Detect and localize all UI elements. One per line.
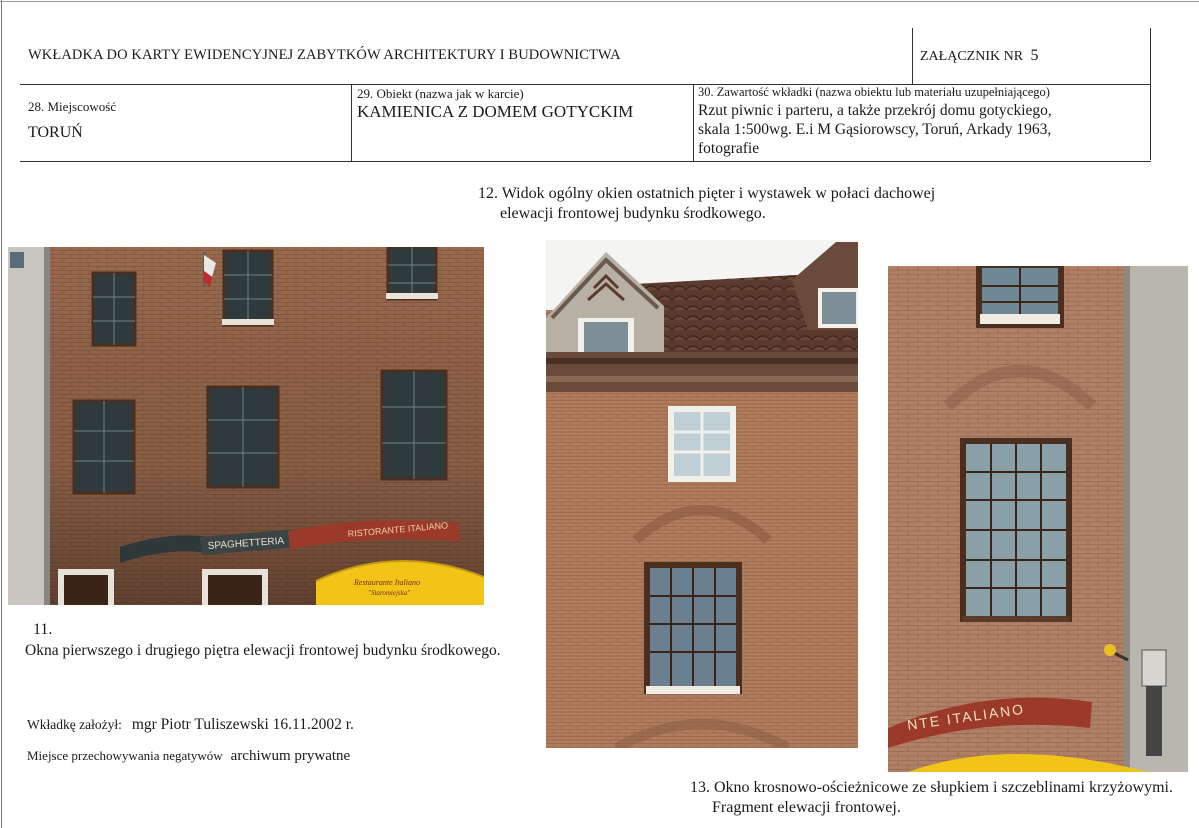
negatives-storage-value: archiwum prywatne xyxy=(230,748,351,764)
sign-right-text: NTE ITALIANO xyxy=(906,700,1026,733)
field-divider-2 xyxy=(693,84,694,161)
field-30-line: fotografie xyxy=(698,140,760,157)
sign-ristorante: RISTORANTE ITALIANO xyxy=(347,520,449,539)
header-divider xyxy=(912,28,913,84)
field-30-line: skala 1:500wg. E.i M Gąsiorowscy, Toruń, Arkady 1963, xyxy=(698,121,1052,138)
attachment-label xyxy=(920,47,1039,65)
left-border xyxy=(1,0,2,828)
form-title: WKŁADKA DO KARTY EWIDENCYJNEJ ZABYTKÓW ARCHITEKTURY I BUDOWNICTWA xyxy=(28,47,621,63)
header-right-border xyxy=(1150,28,1151,160)
attachment-number: 5 xyxy=(1030,47,1039,64)
photo-13-window xyxy=(888,266,1188,772)
field-30-value xyxy=(698,101,1052,158)
field-30-label: 30. Zawartość wkładki (nazwa obiektu lub materiału uzupełniającego) xyxy=(698,85,1050,99)
caption-12-line-2: elewacji frontowej budynku środkowego. xyxy=(500,205,766,222)
caption-12-line-1: 12. Widok ogólny okien ostatnich pięter i wystawek w połaci dachowej xyxy=(478,185,936,202)
photo-12-image xyxy=(546,240,858,748)
photo-12-dormers xyxy=(546,240,858,748)
caption-11-text: Okna pierwszego i drugiego piętra elewacji frontowej budynku środkowego. xyxy=(25,642,501,659)
created-by-value: mgr Piotr Tuliszewski 16.11.2002 r. xyxy=(131,716,354,733)
sign-spaghetteria: SPAGHETTERIA xyxy=(207,535,285,552)
photo-13-image xyxy=(888,266,1188,772)
caption-13-line-2: Fragment elewacji frontowej. xyxy=(712,799,901,816)
field-28-label: 28. Miejscowość xyxy=(28,99,117,114)
attachment-label-text: ZAŁĄCZNIK NR xyxy=(920,49,1024,64)
created-by xyxy=(27,716,354,734)
field-28-value: TORUŃ xyxy=(28,124,83,141)
photo-11-image xyxy=(8,247,484,605)
photo-11-facade xyxy=(8,247,484,605)
field-30-line: Rzut piwnic i parteru, a także przekrój domu gotyckiego, xyxy=(698,102,1052,119)
created-by-label: Wkładkę założył: xyxy=(27,717,122,732)
field-29-value: KAMIENICA Z DOMEM GOTYCKIM xyxy=(357,102,634,121)
top-border xyxy=(0,1,1199,2)
negatives-storage-label: Miejsce przechowywania negatywów xyxy=(27,748,223,763)
caption-11-number: 11. xyxy=(33,621,53,638)
table-bottom-line xyxy=(20,161,1151,162)
caption-13 xyxy=(690,778,1173,818)
caption-12 xyxy=(478,184,935,224)
negatives-storage xyxy=(27,747,350,765)
field-29-label: 29. Obiekt (nazwa jak w karcie) xyxy=(357,86,524,101)
awning-line-1: Restaurante Italiano xyxy=(354,578,420,587)
awning-line-2: "Staromiejska" xyxy=(368,589,411,597)
field-divider-1 xyxy=(351,84,352,161)
caption-13-line-1: 13. Okno krosnowo-ościeżnicowe ze słupkiem i szczeblinami krzyżowymi. xyxy=(690,779,1173,796)
